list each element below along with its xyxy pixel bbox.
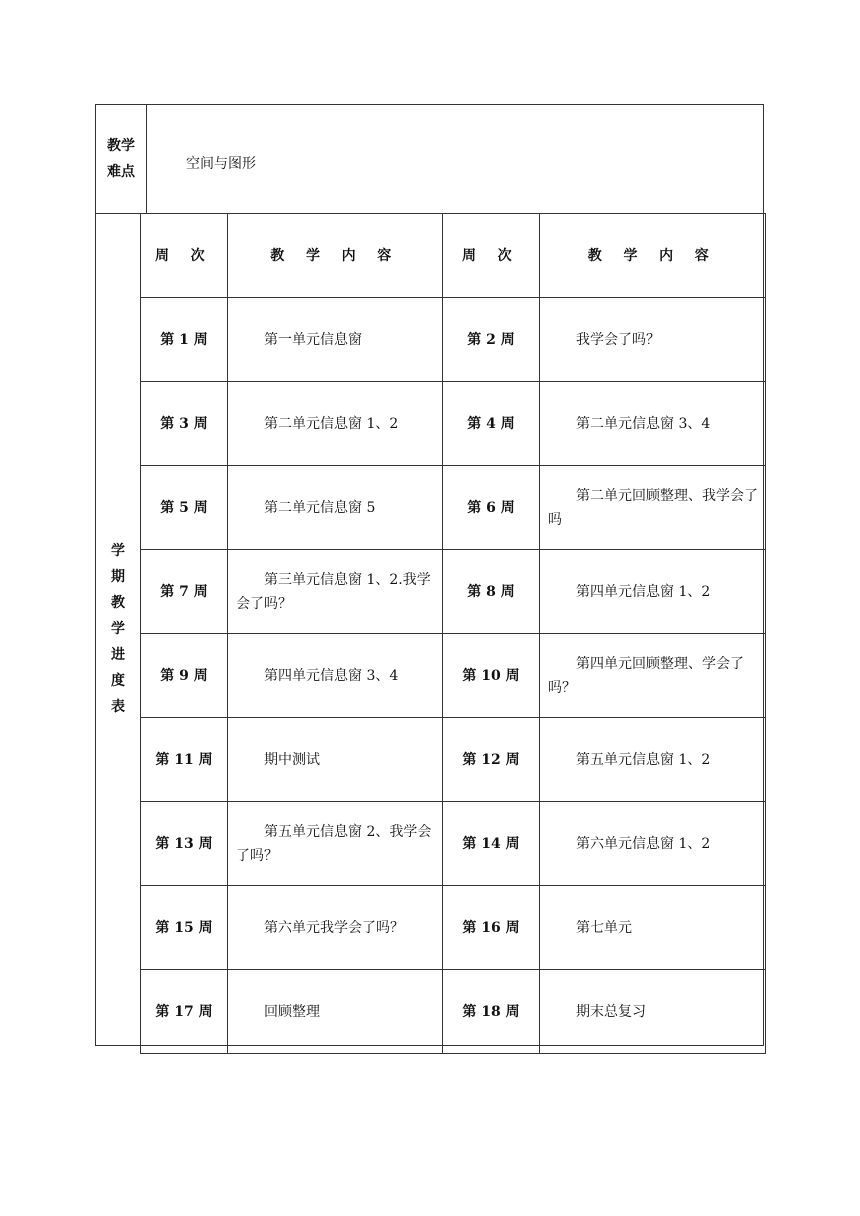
content-cell: 期末总复习: [540, 970, 766, 1054]
content-cell: 第一单元信息窗: [228, 298, 443, 382]
week-cell: 第 11 周: [141, 718, 228, 802]
side-char: 学: [111, 621, 125, 637]
table-row: [141, 466, 766, 550]
content-cell: 第二单元信息窗 5: [228, 466, 443, 550]
week-cell: 第 17 周: [141, 970, 228, 1054]
week-cell: 第 18 周: [443, 970, 540, 1054]
content-cell: 期中测试: [228, 718, 443, 802]
week-cell: 第 14 周: [443, 802, 540, 886]
week-cell: 第 15 周: [141, 886, 228, 970]
header-week: 周 次: [141, 214, 228, 298]
week-cell: 第 13 周: [141, 802, 228, 886]
table-row: [141, 550, 766, 634]
week-cell: 第 3 周: [141, 382, 228, 466]
content-cell: 第三单元信息窗 1、2.我学会了吗？: [228, 550, 443, 634]
schedule-table: [140, 213, 766, 1054]
teaching-difficulty-label: [96, 105, 147, 213]
header-content: 教 学 内 容: [228, 214, 443, 298]
table-row: [141, 886, 766, 970]
header-content: 教 学 内 容: [540, 214, 766, 298]
table-header-row: [141, 214, 766, 298]
week-cell: 第 10 周: [443, 634, 540, 718]
table-row: [141, 634, 766, 718]
teaching-difficulty-content: 空间与图形: [186, 156, 256, 172]
content-cell: 第六单元我学会了吗？: [228, 886, 443, 970]
teaching-difficulty-block: [95, 104, 764, 214]
label-line-1: 教学: [107, 138, 135, 154]
table-row: [141, 298, 766, 382]
week-cell: 第 7 周: [141, 550, 228, 634]
table-row: [141, 802, 766, 886]
label-line-2: 难点: [107, 164, 135, 180]
week-cell: 第 2 周: [443, 298, 540, 382]
week-cell: 第 8 周: [443, 550, 540, 634]
week-cell: 第 1 周: [141, 298, 228, 382]
content-cell: 第四单元回顾整理、学会了吗？: [540, 634, 766, 718]
week-cell: 第 9 周: [141, 634, 228, 718]
semester-schedule-block: [95, 213, 764, 1046]
content-cell: 第五单元信息窗 1、2: [540, 718, 766, 802]
week-cell: 第 16 周: [443, 886, 540, 970]
side-char: 度: [111, 673, 125, 689]
schedule-side-label: [96, 213, 141, 1045]
content-cell: 回顾整理: [228, 970, 443, 1054]
table-row: [141, 970, 766, 1054]
content-cell: 第六单元信息窗 1、2: [540, 802, 766, 886]
content-cell: 第四单元信息窗 3、4: [228, 634, 443, 718]
content-cell: 第二单元信息窗 3、4: [540, 382, 766, 466]
week-cell: 第 12 周: [443, 718, 540, 802]
content-cell: 我学会了吗？: [540, 298, 766, 382]
week-cell: 第 6 周: [443, 466, 540, 550]
content-cell: 第五单元信息窗 2、我学会了吗？: [228, 802, 443, 886]
week-cell: 第 4 周: [443, 382, 540, 466]
header-week: 周 次: [443, 214, 540, 298]
content-cell: 第二单元回顾整理、我学会了吗: [540, 466, 766, 550]
table-row: [141, 718, 766, 802]
side-char: 进: [111, 647, 125, 663]
table-row: [141, 382, 766, 466]
content-cell: 第七单元: [540, 886, 766, 970]
side-char: 期: [111, 569, 125, 585]
week-cell: 第 5 周: [141, 466, 228, 550]
side-char: 学: [111, 543, 125, 559]
content-cell: 第四单元信息窗 1、2: [540, 550, 766, 634]
content-cell: 第二单元信息窗 1、2: [228, 382, 443, 466]
side-char: 表: [111, 699, 125, 715]
side-char: 教: [111, 595, 125, 611]
